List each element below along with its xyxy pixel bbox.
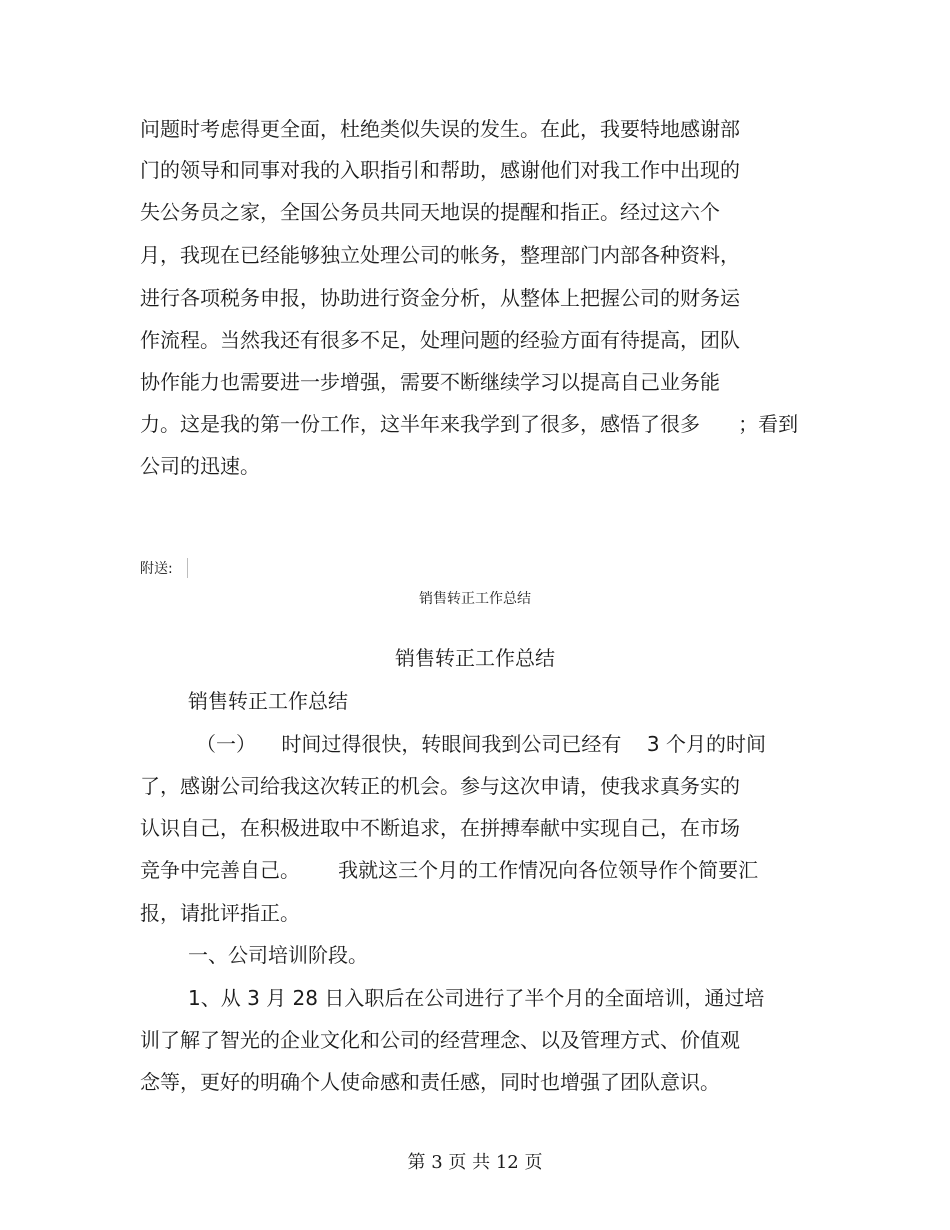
body-text-line: 门的领导和同事对我的入职指引和帮助，感谢他们对我工作中出现的	[140, 158, 740, 182]
body-text-line: 训了解了智光的企业文化和公司的经营理念、以及管理方式、价值观	[140, 1028, 740, 1052]
body-text-line: 作流程。当然我还有很多不足，处理问题的经验方面有待提高，团队	[140, 328, 740, 352]
body-text-line: 认识自己，在积极进取中不断追求，在拼搏奉献中实现自己，在市场	[140, 816, 740, 840]
body-text-line: 竞争中完善自己。 我就这三个月的工作情况向各位领导作个简要汇	[140, 858, 759, 882]
divider	[187, 558, 188, 578]
body-text-line: 念等，更好的明确个人使命感和责任感，同时也增强了团队意识。	[140, 1070, 720, 1094]
body-text-line: 进行各项税务申报，协助进行资金分析，从整体上把握公司的财务运	[140, 286, 740, 310]
body-text-line: 力。这是我的第一份工作，这半年来我学到了很多，感悟了很多 ；看到	[140, 412, 799, 436]
body-text-line: 1、从 3 月 28 日入职后在公司进行了半个月的全面培训，通过培	[188, 986, 765, 1010]
subtitle: 销售转正工作总结	[188, 689, 348, 713]
body-text-line: 协作能力也需要进一步增强，需要不断继续学习以提高自己业务能	[140, 370, 720, 394]
body-text-line: 了，感谢公司给我这次转正的机会。参与这次申请，使我求真务实的	[140, 774, 740, 798]
main-title: 销售转正工作总结	[395, 646, 555, 670]
page-footer: 第 3 页 共 12 页	[407, 1152, 543, 1173]
body-text-line: 报，请批评指正。	[140, 901, 300, 925]
body-text-line: 月，我现在已经能够独立处理公司的帐务，整理部门内部各种资料，	[140, 243, 740, 267]
body-text-line: 公司的迅速。	[140, 454, 260, 478]
section-heading: 一、公司培训阶段。	[188, 943, 368, 967]
body-text-line: 问题时考虑得更全面，杜绝类似失误的发生。在此，我要特地感谢部	[140, 117, 740, 141]
body-text-line: （一） 时间过得很快，转眼间我到公司已经有 3 个月的时间	[196, 732, 766, 756]
small-title: 销售转正工作总结	[419, 591, 531, 607]
attachment-label: 附送:	[140, 561, 173, 577]
body-text-line: 失公务员之家，全国公务员共同天地误的提醒和指正。经过这六个	[140, 200, 720, 224]
